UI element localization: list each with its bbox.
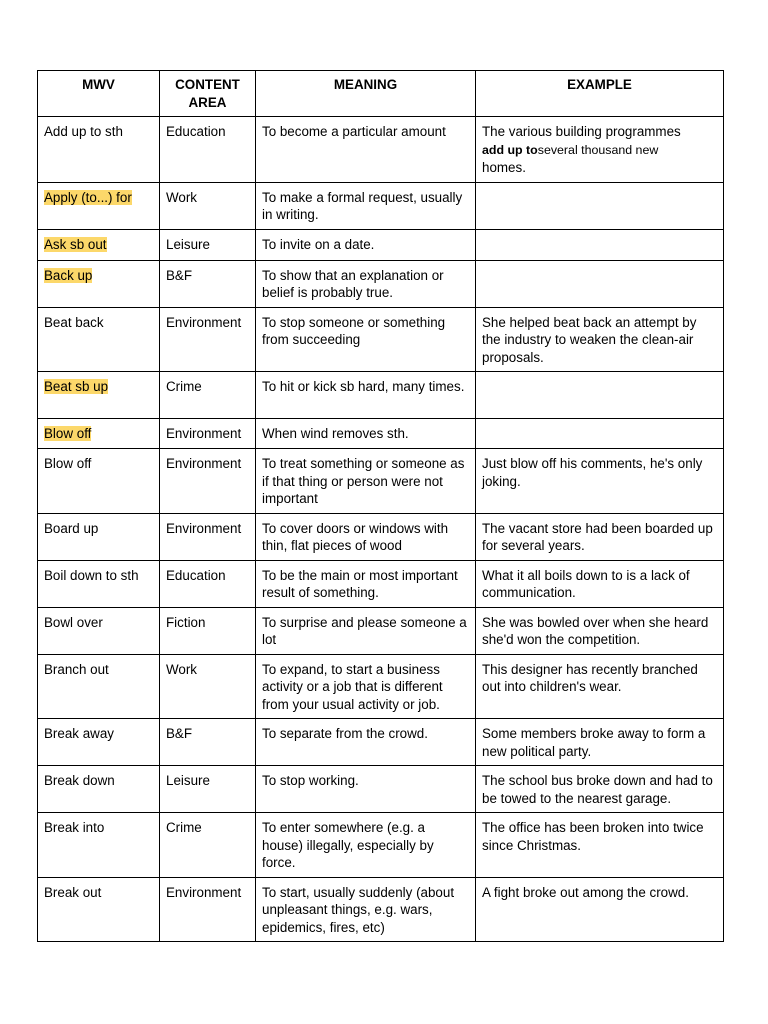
cell-meaning: To show that an explanation or belief is probably true. bbox=[256, 260, 476, 307]
cell-content-area: Environment bbox=[160, 877, 256, 942]
cell-mwv bbox=[38, 654, 160, 719]
cell-content-area: Crime bbox=[160, 813, 256, 878]
cell-content-area: Work bbox=[160, 654, 256, 719]
mwv-text: Back up bbox=[44, 267, 93, 283]
cell-meaning: To hit or kick sb hard, many times. bbox=[256, 372, 476, 419]
mwv-text: Break out bbox=[44, 884, 102, 900]
cell-example: Some members broke away to form a new political party. bbox=[476, 719, 724, 766]
cell-mwv bbox=[38, 307, 160, 372]
cell-mwv bbox=[38, 513, 160, 560]
header-content-area: CONTENT AREA bbox=[160, 71, 256, 117]
cell-example bbox=[476, 419, 724, 449]
cell-meaning: To start, usually suddenly (about unpleasant things, e.g. wars, epidemics, fires, etc) bbox=[256, 877, 476, 942]
cell-mwv bbox=[38, 813, 160, 878]
cell-content-area: Environment bbox=[160, 513, 256, 560]
example-text-part: The various building programmes bbox=[482, 124, 681, 139]
cell-mwv bbox=[38, 419, 160, 449]
phrasal-verb-table bbox=[37, 70, 724, 942]
cell-mwv bbox=[38, 260, 160, 307]
cell-mwv bbox=[38, 182, 160, 229]
cell-example bbox=[476, 117, 724, 183]
cell-example: Just blow off his comments, he's only joking. bbox=[476, 449, 724, 514]
cell-content-area: Environment bbox=[160, 419, 256, 449]
cell-meaning: To cover doors or windows with thin, flat pieces of wood bbox=[256, 513, 476, 560]
cell-content-area: Leisure bbox=[160, 229, 256, 260]
cell-meaning: To stop working. bbox=[256, 766, 476, 813]
cell-meaning: To become a particular amount bbox=[256, 117, 476, 183]
cell-example: What it all boils down to is a lack of communication. bbox=[476, 560, 724, 607]
cell-content-area: B&F bbox=[160, 719, 256, 766]
mwv-text: Blow off bbox=[44, 426, 92, 441]
cell-example bbox=[476, 260, 724, 307]
cell-example: She was bowled over when she heard she'd won the competition. bbox=[476, 607, 724, 654]
cell-content-area: Work bbox=[160, 182, 256, 229]
table-row bbox=[38, 307, 724, 372]
cell-content-area: Fiction bbox=[160, 607, 256, 654]
cell-mwv bbox=[38, 607, 160, 654]
cell-example bbox=[476, 182, 724, 229]
mwv-text: Break away bbox=[44, 726, 114, 741]
cell-meaning: To surprise and please someone a lot bbox=[256, 607, 476, 654]
cell-content-area: Leisure bbox=[160, 766, 256, 813]
header-row bbox=[38, 71, 724, 117]
mwv-text: Beat sb up bbox=[44, 379, 109, 394]
cell-example: The school bus broke down and had to be towed to the nearest garage. bbox=[476, 766, 724, 813]
table-row bbox=[38, 654, 724, 719]
table-row bbox=[38, 372, 724, 419]
mwv-text: Apply (to...) for bbox=[44, 189, 132, 205]
mwv-text: Break into bbox=[44, 820, 105, 835]
cell-meaning: To make a formal request, usually in writing. bbox=[256, 182, 476, 229]
cell-meaning: To expand, to start a business activity or a job that is different from your usual activity or job. bbox=[256, 654, 476, 719]
cell-content-area: Education bbox=[160, 560, 256, 607]
table-row bbox=[38, 607, 724, 654]
mwv-text: Beat back bbox=[44, 314, 104, 330]
example-text-part: several thousand new bbox=[537, 142, 659, 157]
table-body bbox=[38, 117, 724, 942]
cell-meaning: When wind removes sth. bbox=[256, 419, 476, 449]
cell-mwv bbox=[38, 766, 160, 813]
table-row bbox=[38, 877, 724, 942]
cell-example: The vacant store had been boarded up for several years. bbox=[476, 513, 724, 560]
cell-example bbox=[476, 229, 724, 260]
cell-mwv bbox=[38, 719, 160, 766]
cell-meaning: To enter somewhere (e.g. a house) illegally, especially by force. bbox=[256, 813, 476, 878]
example-text-part: homes. bbox=[482, 160, 526, 175]
table-row bbox=[38, 719, 724, 766]
cell-mwv bbox=[38, 117, 160, 183]
mwv-text: Bowl over bbox=[44, 614, 103, 630]
header-mwv: MWV bbox=[38, 71, 160, 117]
cell-meaning: To invite on a date. bbox=[256, 229, 476, 260]
table-row bbox=[38, 449, 724, 514]
table-row bbox=[38, 560, 724, 607]
cell-content-area: Environment bbox=[160, 307, 256, 372]
cell-content-area: Crime bbox=[160, 372, 256, 419]
mwv-text: Ask sb out bbox=[44, 236, 107, 252]
cell-meaning: To be the main or most important result of something. bbox=[256, 560, 476, 607]
cell-content-area: Education bbox=[160, 117, 256, 183]
mwv-text: Blow off bbox=[44, 456, 92, 471]
cell-content-area: Environment bbox=[160, 449, 256, 514]
cell-meaning: To stop someone or something from succeeding bbox=[256, 307, 476, 372]
cell-mwv bbox=[38, 372, 160, 419]
mwv-text: Add up to sth bbox=[44, 124, 123, 139]
header-meaning: MEANING bbox=[256, 71, 476, 117]
mwv-text: Break down bbox=[44, 773, 115, 788]
table-row bbox=[38, 813, 724, 878]
cell-example: This designer has recently branched out into children's wear. bbox=[476, 654, 724, 719]
mwv-text: Branch out bbox=[44, 661, 109, 677]
table-row bbox=[38, 117, 724, 183]
mwv-text: Board up bbox=[44, 520, 99, 536]
cell-content-area: B&F bbox=[160, 260, 256, 307]
table-row bbox=[38, 419, 724, 449]
cell-example: She helped beat back an attempt by the industry to weaken the clean-air proposals. bbox=[476, 307, 724, 372]
example-text-part: add up to bbox=[482, 142, 538, 157]
cell-example: A fight broke out among the crowd. bbox=[476, 877, 724, 942]
table-row bbox=[38, 182, 724, 229]
cell-mwv bbox=[38, 449, 160, 514]
mwv-text: Boil down to sth bbox=[44, 567, 139, 583]
table-row bbox=[38, 229, 724, 260]
table-row bbox=[38, 513, 724, 560]
table-row bbox=[38, 766, 724, 813]
cell-example: The office has been broken into twice since Christmas. bbox=[476, 813, 724, 878]
cell-mwv bbox=[38, 877, 160, 942]
table-row bbox=[38, 260, 724, 307]
cell-meaning: To separate from the crowd. bbox=[256, 719, 476, 766]
cell-example bbox=[476, 372, 724, 419]
cell-mwv bbox=[38, 560, 160, 607]
cell-meaning: To treat something or someone as if that thing or person were not important bbox=[256, 449, 476, 514]
header-example: EXAMPLE bbox=[476, 71, 724, 117]
cell-mwv bbox=[38, 229, 160, 260]
